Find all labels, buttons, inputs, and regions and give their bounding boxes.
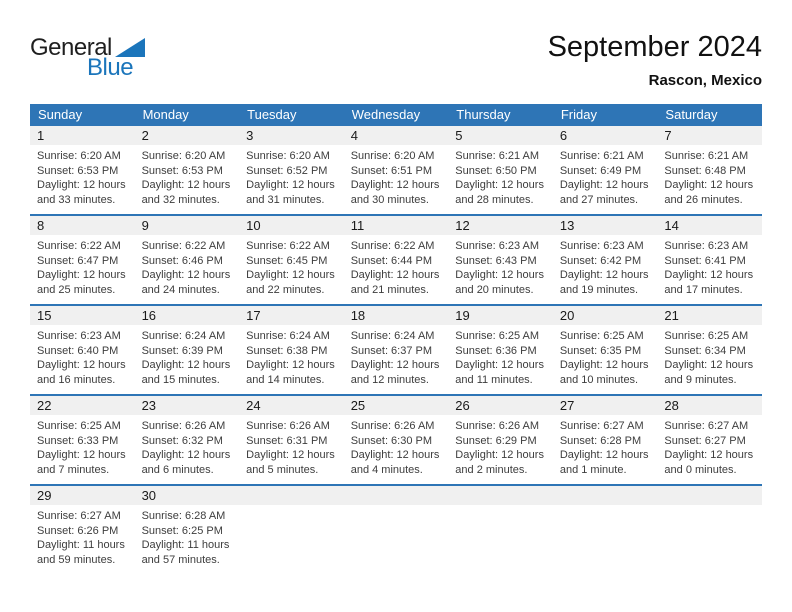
detail-line: Sunset: 6:31 PM (246, 434, 328, 447)
detail-line: and 21 minutes. (350, 283, 429, 296)
day-cell (135, 486, 240, 574)
detail-line: and 17 minutes. (664, 283, 743, 296)
day-sun-details (553, 235, 658, 297)
date-number: 14 (657, 216, 762, 235)
day-sun-details (657, 325, 762, 387)
day-cell (344, 306, 449, 394)
detail-line: Daylight: 12 hours (350, 269, 440, 281)
detail-line: Daylight: 12 hours (455, 449, 544, 461)
detail-line: Sunset: 6:25 PM (141, 524, 223, 537)
detail-line: and 25 minutes. (37, 283, 116, 296)
detail-line: Sunrise: 6:21 AM (455, 150, 540, 162)
day-sun-details (239, 145, 344, 207)
detail-line: Sunrise: 6:27 AM (559, 420, 644, 432)
detail-line: Daylight: 12 hours (37, 449, 126, 461)
day-sun-details (553, 145, 658, 207)
day-cell (448, 216, 553, 304)
date-number: 30 (135, 486, 240, 505)
detail-line: Sunset: 6:35 PM (559, 344, 642, 357)
detail-line: Sunset: 6:48 PM (664, 164, 746, 177)
detail-line: Sunrise: 6:22 AM (37, 240, 121, 252)
detail-line: Sunset: 6:52 PM (246, 164, 328, 177)
day-cell (135, 126, 240, 214)
day-sun-details (344, 505, 449, 509)
detail-line: Daylight: 12 hours (350, 359, 440, 371)
day-sun-details (448, 235, 553, 297)
detail-line: and 22 minutes. (246, 283, 325, 296)
weekday-header-sunday: Sunday (38, 107, 83, 122)
general-blue-logo (30, 36, 145, 80)
detail-line: Sunset: 6:42 PM (559, 254, 642, 267)
detail-line: and 9 minutes. (664, 373, 737, 386)
detail-line: Sunrise: 6:27 AM (37, 510, 121, 522)
date-number: 9 (135, 216, 240, 235)
logo-text-general: General (30, 34, 112, 61)
day-cell (30, 396, 135, 484)
day-cell (344, 396, 449, 484)
day-sun-details (344, 235, 449, 297)
detail-line: and 14 minutes. (246, 373, 325, 386)
detail-line: Sunset: 6:33 PM (37, 434, 119, 447)
day-sun-details (135, 145, 240, 207)
detail-line: Sunrise: 6:28 AM (141, 510, 226, 522)
day-sun-details (30, 325, 135, 387)
detail-line: Daylight: 12 hours (141, 269, 231, 281)
detail-line: Sunset: 6:40 PM (37, 344, 119, 357)
detail-line: Sunrise: 6:22 AM (350, 240, 435, 252)
detail-line: and 2 minutes. (455, 463, 528, 476)
detail-line: and 4 minutes. (350, 463, 423, 476)
detail-line: and 1 minute. (559, 463, 627, 476)
day-cell (30, 126, 135, 214)
day-sun-details (135, 235, 240, 297)
day-cell (553, 396, 658, 484)
weekday-header-wednesday: Wednesday (351, 107, 421, 122)
detail-line: Daylight: 12 hours (350, 449, 440, 461)
date-number: 16 (135, 306, 240, 325)
empty-day-cell (239, 486, 344, 574)
week-row (30, 484, 762, 574)
detail-line: Sunset: 6:41 PM (664, 254, 746, 267)
detail-line: Sunrise: 6:26 AM (141, 420, 226, 432)
detail-line: Daylight: 12 hours (37, 269, 126, 281)
detail-line: Sunrise: 6:26 AM (246, 420, 330, 432)
day-sun-details (135, 505, 240, 567)
day-sun-details (239, 325, 344, 387)
day-cell (553, 216, 658, 304)
date-number: 15 (30, 306, 135, 325)
detail-line: Sunrise: 6:24 AM (246, 330, 330, 342)
date-number: 6 (553, 126, 658, 145)
detail-line: Sunset: 6:45 PM (246, 254, 328, 267)
day-sun-details (657, 235, 762, 297)
date-number: 4 (344, 126, 449, 145)
detail-line: Sunrise: 6:23 AM (664, 240, 749, 252)
day-sun-details (30, 235, 135, 297)
detail-line: Sunset: 6:32 PM (141, 434, 223, 447)
detail-line: Daylight: 12 hours (559, 179, 649, 191)
day-sun-details (344, 145, 449, 207)
day-sun-details (448, 415, 553, 477)
date-number (344, 486, 449, 505)
day-sun-details (657, 145, 762, 207)
day-sun-details (448, 505, 553, 509)
detail-line: Sunrise: 6:25 AM (455, 330, 540, 342)
detail-line: and 26 minutes. (664, 193, 743, 206)
detail-line: Daylight: 12 hours (141, 449, 231, 461)
day-cell (135, 306, 240, 394)
detail-line: Sunrise: 6:25 AM (559, 330, 644, 342)
day-sun-details (239, 235, 344, 297)
empty-day-cell (553, 486, 658, 574)
detail-line: Sunrise: 6:24 AM (350, 330, 435, 342)
detail-line: and 28 minutes. (455, 193, 534, 206)
date-number: 21 (657, 306, 762, 325)
day-sun-details (344, 415, 449, 477)
detail-line: Sunrise: 6:20 AM (246, 150, 330, 162)
detail-line: Sunrise: 6:25 AM (664, 330, 749, 342)
date-number: 8 (30, 216, 135, 235)
day-cell (657, 126, 762, 214)
day-sun-details (135, 415, 240, 477)
detail-line: Sunrise: 6:23 AM (37, 330, 121, 342)
detail-line: and 11 minutes. (455, 373, 533, 386)
detail-line: Sunrise: 6:21 AM (664, 150, 749, 162)
detail-line: Sunrise: 6:20 AM (141, 150, 226, 162)
day-sun-details (448, 145, 553, 207)
detail-line: Daylight: 12 hours (455, 269, 544, 281)
day-sun-details (30, 505, 135, 567)
detail-line: Daylight: 12 hours (141, 179, 231, 191)
detail-line: and 20 minutes. (455, 283, 534, 296)
detail-line: Sunset: 6:50 PM (455, 164, 537, 177)
detail-line: Sunset: 6:53 PM (37, 164, 119, 177)
detail-line: Sunrise: 6:26 AM (350, 420, 435, 432)
detail-line: and 15 minutes. (141, 373, 220, 386)
date-number: 7 (657, 126, 762, 145)
detail-line: Daylight: 12 hours (246, 359, 335, 371)
date-number: 3 (239, 126, 344, 145)
date-number: 17 (239, 306, 344, 325)
day-sun-details (553, 505, 658, 509)
detail-line: Sunrise: 6:23 AM (559, 240, 644, 252)
weekday-header-thursday: Thursday (456, 107, 511, 122)
detail-line: Sunrise: 6:25 AM (37, 420, 121, 432)
empty-day-cell (657, 486, 762, 574)
detail-line: Daylight: 12 hours (246, 449, 335, 461)
day-cell (553, 126, 658, 214)
detail-line: Sunset: 6:43 PM (455, 254, 537, 267)
detail-line: Daylight: 11 hours (37, 539, 125, 551)
date-number: 25 (344, 396, 449, 415)
date-number: 12 (448, 216, 553, 235)
detail-line: and 12 minutes. (350, 373, 429, 386)
date-number: 13 (553, 216, 658, 235)
detail-line: Daylight: 12 hours (455, 179, 544, 191)
detail-line: Daylight: 12 hours (559, 269, 649, 281)
week-row (30, 126, 762, 214)
detail-line: Daylight: 12 hours (37, 359, 126, 371)
detail-line: Daylight: 12 hours (664, 359, 754, 371)
detail-line: Daylight: 12 hours (141, 359, 231, 371)
day-cell (30, 306, 135, 394)
detail-line: Sunset: 6:27 PM (664, 434, 746, 447)
detail-line: Sunrise: 6:26 AM (455, 420, 540, 432)
date-number: 19 (448, 306, 553, 325)
detail-line: Sunrise: 6:20 AM (37, 150, 121, 162)
detail-line: and 27 minutes. (559, 193, 639, 206)
day-cell (135, 396, 240, 484)
day-cell (239, 396, 344, 484)
date-number: 24 (239, 396, 344, 415)
detail-line: Daylight: 12 hours (559, 449, 649, 461)
calendar-table (30, 104, 762, 574)
detail-line: Daylight: 12 hours (664, 179, 754, 191)
date-number: 28 (657, 396, 762, 415)
detail-line: Sunset: 6:29 PM (455, 434, 537, 447)
date-number: 27 (553, 396, 658, 415)
detail-line: Daylight: 12 hours (246, 179, 335, 191)
detail-line: Sunset: 6:30 PM (350, 434, 433, 447)
detail-line: and 32 minutes. (141, 193, 220, 206)
day-sun-details (30, 415, 135, 477)
day-cell (239, 306, 344, 394)
weekday-header-saturday: Saturday (665, 107, 718, 122)
day-sun-details (553, 325, 658, 387)
detail-line: and 0 minutes. (664, 463, 737, 476)
day-cell (553, 306, 658, 394)
date-number (553, 486, 658, 505)
detail-line: and 33 minutes. (37, 193, 116, 206)
date-number (239, 486, 344, 505)
detail-line: Sunrise: 6:22 AM (246, 240, 330, 252)
day-cell (135, 216, 240, 304)
detail-line: Daylight: 12 hours (246, 269, 335, 281)
detail-line: Sunset: 6:38 PM (246, 344, 328, 357)
date-number: 18 (344, 306, 449, 325)
detail-line: Sunset: 6:36 PM (455, 344, 537, 357)
day-cell (30, 486, 135, 574)
day-cell (657, 396, 762, 484)
week-row (30, 214, 762, 304)
day-cell (344, 216, 449, 304)
calendar-weeks (30, 126, 762, 574)
day-sun-details (30, 145, 135, 207)
detail-line: Sunrise: 6:23 AM (455, 240, 540, 252)
detail-line: Sunset: 6:46 PM (141, 254, 223, 267)
detail-line: and 57 minutes. (141, 553, 220, 566)
page-title: September 2024 (547, 31, 762, 63)
day-cell (30, 216, 135, 304)
detail-line: Sunset: 6:26 PM (37, 524, 119, 537)
detail-line: Sunset: 6:51 PM (350, 164, 433, 177)
week-row (30, 304, 762, 394)
date-number: 2 (135, 126, 240, 145)
date-number: 1 (30, 126, 135, 145)
weekday-header-row (30, 104, 762, 126)
date-number: 29 (30, 486, 135, 505)
title-block (548, 30, 762, 89)
day-cell (448, 126, 553, 214)
detail-line: Sunrise: 6:24 AM (141, 330, 226, 342)
day-cell (239, 216, 344, 304)
detail-line: Daylight: 12 hours (455, 359, 544, 371)
detail-line: Sunrise: 6:20 AM (350, 150, 435, 162)
day-cell (344, 126, 449, 214)
empty-day-cell (448, 486, 553, 574)
detail-line: Sunset: 6:49 PM (559, 164, 642, 177)
detail-line: Daylight: 12 hours (350, 179, 440, 191)
detail-line: Sunrise: 6:22 AM (141, 240, 226, 252)
detail-line: and 30 minutes. (350, 193, 429, 206)
detail-line: and 10 minutes. (559, 373, 639, 386)
logo-text-blue: Blue (87, 54, 134, 81)
date-number (657, 486, 762, 505)
detail-line: Sunset: 6:44 PM (350, 254, 433, 267)
date-number: 22 (30, 396, 135, 415)
date-number: 11 (344, 216, 449, 235)
detail-line: Sunset: 6:53 PM (141, 164, 223, 177)
detail-line: and 16 minutes. (37, 373, 116, 386)
day-cell (448, 396, 553, 484)
day-cell (448, 306, 553, 394)
week-row (30, 394, 762, 484)
detail-line: and 31 minutes. (246, 193, 325, 206)
day-sun-details (344, 325, 449, 387)
detail-line: and 19 minutes. (559, 283, 639, 296)
detail-line: Sunset: 6:39 PM (141, 344, 223, 357)
detail-line: and 5 minutes. (246, 463, 319, 476)
detail-line: Daylight: 11 hours (141, 539, 230, 551)
weekday-header-tuesday: Tuesday (247, 107, 297, 122)
day-sun-details (239, 505, 344, 509)
detail-line: Sunrise: 6:27 AM (664, 420, 749, 432)
detail-line: Sunset: 6:34 PM (664, 344, 746, 357)
date-number: 5 (448, 126, 553, 145)
date-number: 23 (135, 396, 240, 415)
date-number (448, 486, 553, 505)
day-cell (657, 216, 762, 304)
detail-line: and 7 minutes. (37, 463, 110, 476)
detail-line: and 59 minutes. (37, 553, 116, 566)
day-sun-details (135, 325, 240, 387)
detail-line: and 24 minutes. (141, 283, 220, 296)
detail-line: and 6 minutes. (141, 463, 214, 476)
day-sun-details (239, 415, 344, 477)
day-cell (239, 126, 344, 214)
day-sun-details (657, 415, 762, 477)
detail-line: Sunrise: 6:21 AM (559, 150, 644, 162)
detail-line: Sunset: 6:47 PM (37, 254, 119, 267)
detail-line: Daylight: 12 hours (664, 269, 754, 281)
empty-day-cell (344, 486, 449, 574)
weekday-header-friday: Friday (560, 107, 597, 122)
day-sun-details (553, 415, 658, 477)
date-number: 26 (448, 396, 553, 415)
day-sun-details (657, 505, 762, 509)
date-number: 20 (553, 306, 658, 325)
detail-line: Sunset: 6:37 PM (350, 344, 433, 357)
weekday-header-monday: Monday (142, 107, 189, 122)
day-cell (657, 306, 762, 394)
detail-line: Daylight: 12 hours (664, 449, 754, 461)
page-subtitle: Rascon, Mexico (648, 72, 762, 89)
detail-line: Sunset: 6:28 PM (559, 434, 642, 447)
detail-line: Daylight: 12 hours (559, 359, 649, 371)
day-sun-details (448, 325, 553, 387)
detail-line: Daylight: 12 hours (37, 179, 126, 191)
date-number: 10 (239, 216, 344, 235)
